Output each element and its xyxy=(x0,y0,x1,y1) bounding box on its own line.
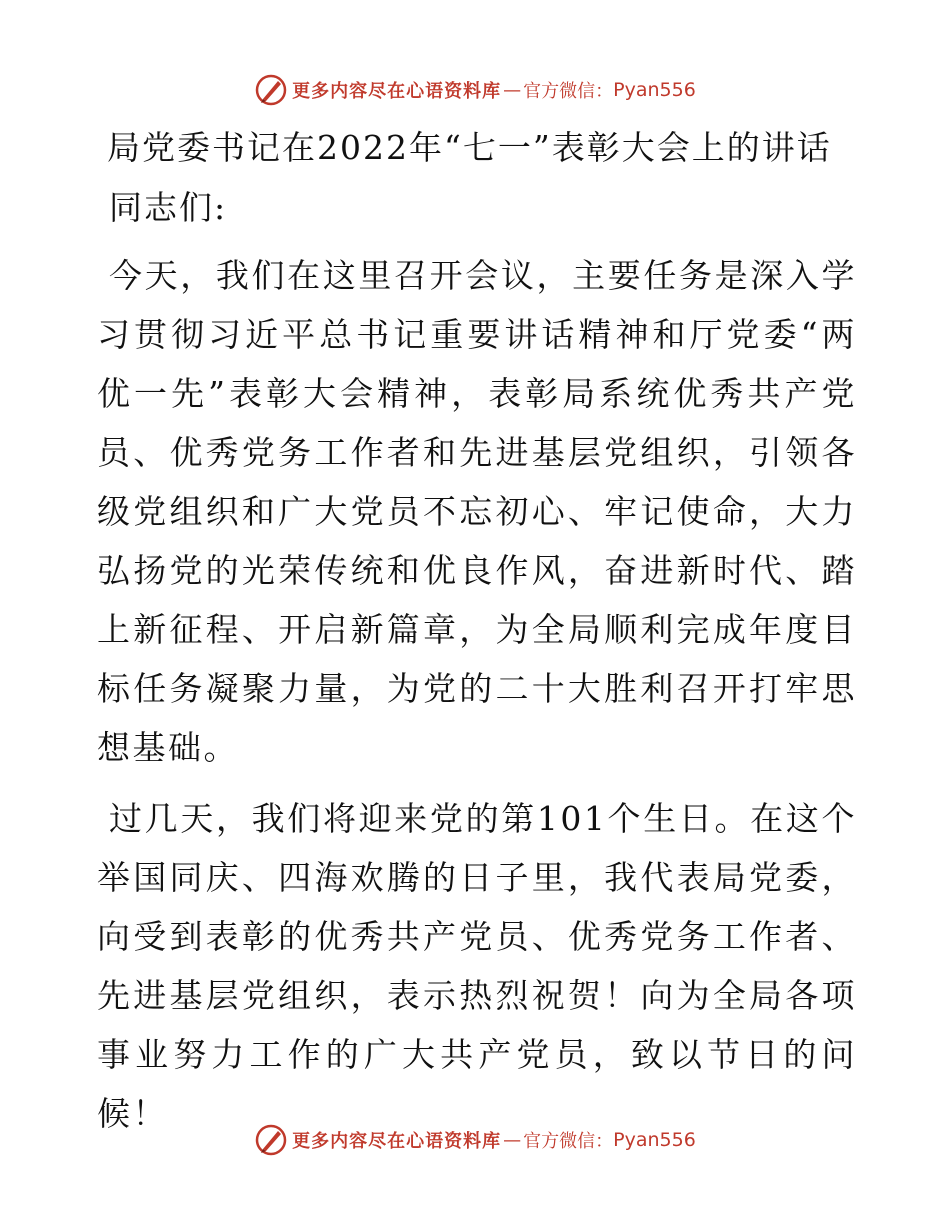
watermark-wechat-label: 官方微信： xyxy=(523,1131,614,1152)
watermark-wechat-id: Pyan556 xyxy=(613,79,696,101)
document-title: 局党委书记在2022年“七一”表彰大会上的讲话 xyxy=(107,128,832,167)
watermark-wechat-id: Pyan556 xyxy=(613,1129,696,1151)
salutation: 同志们: xyxy=(109,188,228,227)
watermark-slogan: 更多内容尽在心语资料库 xyxy=(292,81,502,102)
paragraph: 过几天，我们将迎来党的第101个生日。在这个举国同庆、四海欢腾的日子里，我代表局党委，向受到表彰的优秀共产党员、优秀党务工作者、先进基层党组织，表示热烈祝贺！向为全局各项事业努力工作的广大共产党员，致以节日的问候！ xyxy=(97,799,857,1133)
watermark-separator: — xyxy=(503,1129,522,1151)
paragraph: 今天，我们在这里召开会议，主要任务是深入学习贯彻习近平总书记重要讲话精神和厅党委“两优一先”表彰大会精神，表彰局系统优秀共产党员、优秀党务工作者和先进基层党组织，引领各级党组织和广大党员不忘初心、牢记使命，大力弘扬党的光荣传统和优良作风，奋进新时代、踏上新征程、开启新篇章，为全局顺利完成年度目标任务凝聚力量，为党的二十大胜利召开打牢思想基础。 xyxy=(97,256,857,767)
watermark-wechat-label: 官方微信： xyxy=(523,81,614,102)
watermark-banner-bottom xyxy=(0,1120,950,1160)
quill-logo-icon xyxy=(254,73,288,107)
watermark-separator: — xyxy=(503,79,522,101)
watermark-banner-top xyxy=(0,70,950,110)
document-body xyxy=(97,122,857,1143)
quill-logo-icon xyxy=(254,1123,288,1157)
watermark-slogan: 更多内容尽在心语资料库 xyxy=(292,1131,502,1152)
